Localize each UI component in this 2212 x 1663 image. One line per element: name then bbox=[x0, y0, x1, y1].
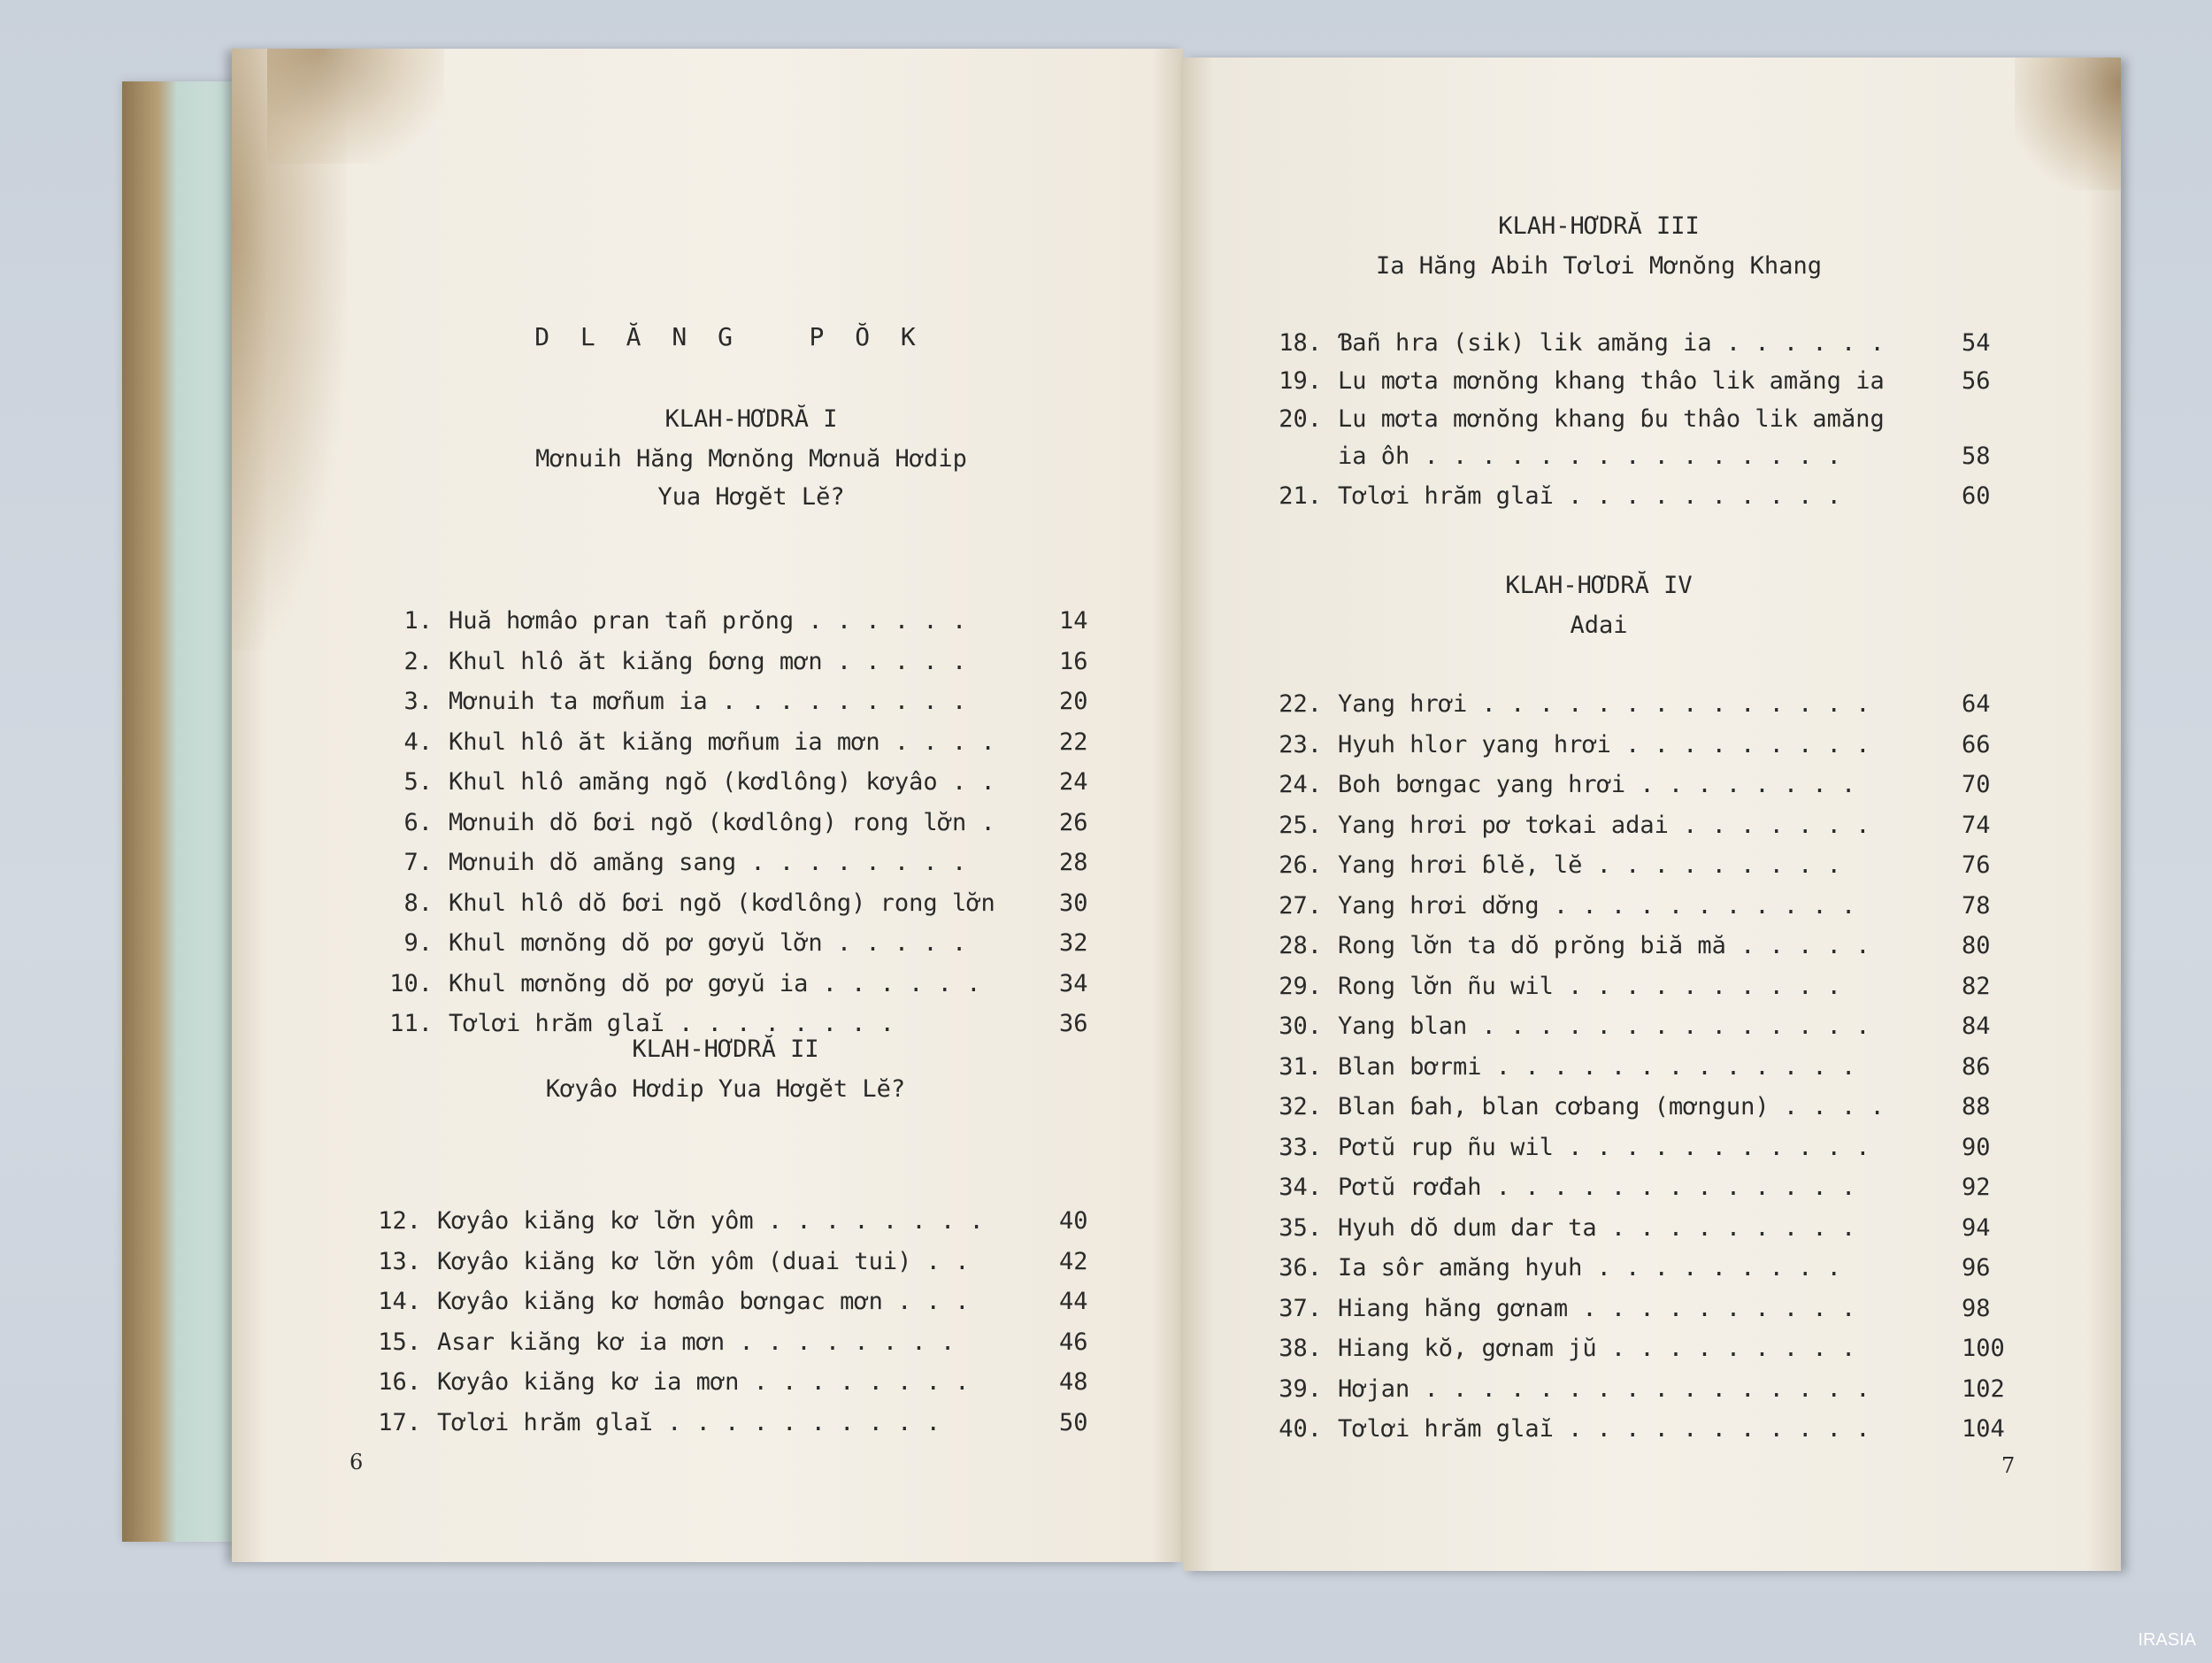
entry-title: Khul mơnŏng dŏ pơ gơyŭ lơ̆n . . . . . bbox=[449, 929, 967, 957]
entry-page-number: 96 bbox=[1962, 1254, 1991, 1282]
entry-page-number: 100 bbox=[1962, 1335, 2005, 1362]
section-title: KLAH-HƠDRĂ IV bbox=[1505, 572, 1693, 599]
entry-page-number: 104 bbox=[1962, 1415, 2005, 1443]
entry-number: 10. bbox=[389, 969, 433, 997]
entry-number: 3. bbox=[403, 688, 433, 715]
toc-entry bbox=[1279, 367, 1991, 395]
entry-title: Huă hơmâo pran tañ prŏng . . . . . . bbox=[449, 607, 967, 635]
entry-title: Tơlơi hrăm glaĭ . . . . . . . . . . bbox=[1338, 482, 1841, 510]
entry-title: Kơyâo kiăng kơ hơmâo bơngac mơn . . . bbox=[437, 1288, 970, 1315]
entry-page-number: 70 bbox=[1962, 771, 1991, 798]
entry-page-number: 94 bbox=[1962, 1213, 1991, 1242]
entry-number: 15. bbox=[378, 1328, 421, 1356]
toc-entry bbox=[1338, 443, 1991, 470]
entry-number: 27. bbox=[1279, 891, 1322, 920]
age-stain bbox=[2015, 58, 2121, 190]
entry-title: Asar kiăng kơ ia mơn . . . . . . . . bbox=[437, 1328, 956, 1356]
entry-title: Tơlơi hrăm glaĭ . . . . . . . . . . bbox=[437, 1408, 941, 1436]
entry-title: Khul hlô ăt kiăng ɓơng mơn . . . . . bbox=[449, 647, 967, 675]
section-title: KLAH-HƠDRĂ I bbox=[664, 405, 838, 433]
toc-entry bbox=[1279, 1213, 1991, 1242]
entry-number: 4. bbox=[403, 728, 433, 756]
entry-page-number: 84 bbox=[1962, 1012, 1991, 1040]
entry-page-number: 82 bbox=[1962, 972, 1991, 1000]
entry-number: 39. bbox=[1279, 1374, 1322, 1403]
toc-entry bbox=[1279, 932, 1991, 959]
entry-number: 6. bbox=[403, 808, 433, 836]
entry-number: 36. bbox=[1279, 1254, 1322, 1282]
entry-page-number: 102 bbox=[1962, 1374, 2005, 1403]
entry-number: 18. bbox=[1279, 329, 1322, 357]
entry-page-number: 80 bbox=[1962, 932, 1991, 959]
entry-number: 26. bbox=[1279, 851, 1322, 879]
section-title: KLAH-HƠDRĂ III bbox=[1498, 212, 1700, 240]
entry-title: Lu mơta mơnŏng khang thâo lik amăng ia bbox=[1338, 367, 1885, 395]
page-number: 6 bbox=[349, 1450, 364, 1474]
entry-number: 11. bbox=[389, 1010, 433, 1037]
entry-number: 1. bbox=[403, 607, 433, 635]
entry-page-number: 78 bbox=[1962, 891, 1991, 920]
entry-page-number: 58 bbox=[1962, 443, 1991, 470]
entry-title: Mơnuih dŏ ɓơi ngŏ (kơdlông) rong lơ̆n . bbox=[449, 808, 995, 836]
toc-entry bbox=[1279, 405, 1885, 433]
toc-entry bbox=[1279, 1052, 1991, 1081]
toc-entry bbox=[403, 607, 1088, 635]
toc-entry bbox=[378, 1328, 1088, 1356]
entry-title: Tơlơi hrăm glaĭ . . . . . . . . bbox=[449, 1010, 895, 1037]
entry-title: Rong lơ̆n ta dŏ prŏng biă mă . . . . . bbox=[1338, 932, 1870, 959]
toc-entry bbox=[1279, 1415, 2005, 1443]
entry-title: Kơyâo kiăng kơ lơ̆n yôm (duai tui) . . bbox=[437, 1247, 970, 1275]
entry-number: 17. bbox=[378, 1408, 421, 1436]
toc-entry bbox=[389, 1010, 1088, 1037]
entry-number: 40. bbox=[1279, 1415, 1322, 1443]
entry-title: Pơtŭ rup ñu wil . . . . . . . . . . . bbox=[1338, 1133, 1870, 1161]
toc-entry bbox=[1279, 811, 1991, 839]
toc-entry bbox=[1279, 329, 1991, 357]
entry-title: Hơjan . . . . . . . . . . . . . . . . bbox=[1338, 1374, 1870, 1403]
toc-entry bbox=[403, 768, 1088, 796]
toc-entry bbox=[403, 728, 1088, 756]
entry-page-number: 28 bbox=[1059, 849, 1088, 876]
entry-page-number: 30 bbox=[1059, 889, 1088, 917]
entry-page-number: 44 bbox=[1059, 1288, 1088, 1315]
entry-title: Yang hrơi dơ̆ng . . . . . . . . . . . bbox=[1338, 891, 1856, 920]
toc-entry bbox=[1279, 1374, 2005, 1403]
entry-title: Khul hlô ăt kiăng mơñum ia mơn . . . . bbox=[449, 728, 995, 756]
entry-page-number: 50 bbox=[1059, 1408, 1088, 1436]
watermark: IRASIA bbox=[2138, 1630, 2196, 1650]
age-stain bbox=[267, 49, 444, 164]
entry-page-number: 36 bbox=[1059, 1010, 1088, 1037]
toc-entry bbox=[1279, 1294, 1991, 1322]
toc-entry bbox=[378, 1368, 1088, 1396]
toc-entry bbox=[378, 1288, 1088, 1315]
entry-page-number: 26 bbox=[1059, 808, 1088, 836]
toc-entry bbox=[389, 969, 1088, 997]
entry-number: 9. bbox=[403, 929, 433, 957]
entry-page-number: 54 bbox=[1962, 329, 1991, 357]
entry-title: Lu mơta mơnŏng khang ɓu thâo lik amăng bbox=[1338, 405, 1885, 433]
entry-title: Hyuh dŏ dum dar ta . . . . . . . . . bbox=[1338, 1213, 1856, 1242]
entry-page-number: 32 bbox=[1059, 929, 1088, 957]
entry-number: 22. bbox=[1279, 690, 1322, 718]
entry-page-number: 74 bbox=[1962, 811, 1991, 839]
entry-number: 14. bbox=[378, 1288, 421, 1315]
entry-page-number: 56 bbox=[1962, 367, 1991, 395]
toc-entry bbox=[1279, 482, 1991, 510]
entry-title: Yang hrơi pơ tơkai adai . . . . . . . bbox=[1338, 811, 1870, 839]
section-subtitle: Adai bbox=[1570, 612, 1628, 639]
entry-page-number: 98 bbox=[1962, 1294, 1991, 1322]
entry-title: Khul hlô dŏ ɓơi ngŏ (kơdlông) rong lơ̆n bbox=[449, 889, 995, 917]
entry-title: Yang hrơi ɓlĕ, lĕ . . . . . . . . . bbox=[1338, 851, 1841, 879]
entry-number: 24. bbox=[1279, 771, 1322, 798]
toc-entry bbox=[1279, 690, 1991, 718]
toc-entry bbox=[1279, 1335, 2005, 1362]
entry-number: 2. bbox=[403, 647, 433, 675]
toc-entry bbox=[378, 1247, 1088, 1275]
entry-title: Khul hlô amăng ngŏ (kơdlông) kơyâo . . bbox=[449, 768, 995, 796]
entry-page-number: 16 bbox=[1059, 647, 1088, 675]
toc-entry bbox=[403, 808, 1088, 836]
right-page bbox=[1183, 58, 2121, 1571]
toc-entry bbox=[403, 688, 1088, 715]
entry-number: 38. bbox=[1279, 1335, 1322, 1362]
entry-title: Mơnuih dŏ amăng sang . . . . . . . . bbox=[449, 849, 967, 876]
entry-title: Rong lơ̆n ñu wil . . . . . . . . . . bbox=[1338, 972, 1841, 1000]
toc-entry bbox=[1279, 851, 1991, 879]
toc-entry bbox=[1279, 1174, 1991, 1201]
entry-number: 33. bbox=[1279, 1133, 1322, 1161]
section-subtitle: Kơyâo Hơdip Yua Hơgĕt Lĕ? bbox=[545, 1075, 906, 1103]
entry-title: Blan bơrmi . . . . . . . . . . . . . bbox=[1338, 1052, 1856, 1081]
toc-entry bbox=[403, 929, 1088, 957]
toc-entry bbox=[1279, 1254, 1991, 1282]
entry-number: 30. bbox=[1279, 1012, 1322, 1040]
entry-page-number: 90 bbox=[1962, 1133, 1991, 1161]
entry-number: 16. bbox=[378, 1368, 421, 1396]
entry-page-number: 76 bbox=[1962, 851, 1991, 879]
entry-title: Ɓañ hra (sik) lik amăng ia . . . . . . bbox=[1338, 329, 1885, 357]
entry-number: 25. bbox=[1279, 811, 1322, 839]
toc-entry bbox=[1279, 730, 1991, 758]
entry-title: Khul mơnŏng dŏ pơ gơyŭ ia . . . . . . bbox=[449, 969, 981, 997]
entry-page-number: 86 bbox=[1962, 1052, 1991, 1081]
entry-title: Boh bơngac yang hrơi . . . . . . . . bbox=[1338, 771, 1856, 798]
entry-page-number: 60 bbox=[1962, 482, 1991, 510]
entry-number: 8. bbox=[403, 889, 433, 917]
section-subtitle: Mơnuih Hăng Mơnŏng Mơnuă Hơdip bbox=[535, 445, 967, 473]
entry-title: Hiang hăng gơnam . . . . . . . . . . bbox=[1338, 1294, 1856, 1322]
left-page bbox=[232, 49, 1183, 1562]
entry-number: 12. bbox=[378, 1207, 421, 1235]
entry-title: Yang hrơi . . . . . . . . . . . . . . bbox=[1338, 690, 1870, 718]
entry-number: 23. bbox=[1279, 730, 1322, 758]
page-number: 7 bbox=[2001, 1453, 2016, 1478]
entry-page-number: 46 bbox=[1059, 1328, 1088, 1356]
entry-number: 29. bbox=[1279, 972, 1322, 1000]
entry-page-number: 66 bbox=[1962, 730, 1991, 758]
entry-title: Ia sôr amăng hyuh . . . . . . . . . bbox=[1338, 1254, 1841, 1282]
entry-number: 28. bbox=[1279, 932, 1322, 959]
toc-entry bbox=[1279, 972, 1991, 1000]
toc-entry bbox=[403, 849, 1088, 876]
entry-number: 13. bbox=[378, 1247, 421, 1275]
entry-page-number: 34 bbox=[1059, 969, 1088, 997]
entry-page-number: 22 bbox=[1059, 728, 1088, 756]
toc-entry bbox=[1279, 771, 1991, 798]
entry-page-number: 14 bbox=[1059, 607, 1088, 635]
entry-number: 21. bbox=[1279, 482, 1322, 510]
section-subtitle: Ia Hăng Abih Tơlơi Mơnŏng Khang bbox=[1376, 252, 1822, 280]
entry-number: 19. bbox=[1279, 367, 1322, 395]
section-subtitle: Yua Hơgĕt Lĕ? bbox=[657, 483, 845, 511]
entry-number: 5. bbox=[403, 768, 433, 796]
entry-title: Kơyâo kiăng kơ lơ̆n yôm . . . . . . . . bbox=[437, 1207, 984, 1235]
entry-title: Mơnuih ta mơñum ia . . . . . . . . . bbox=[449, 688, 967, 715]
entry-page-number: 92 bbox=[1962, 1174, 1991, 1201]
toc-entry bbox=[1279, 1012, 1991, 1040]
entry-page-number: 20 bbox=[1059, 688, 1088, 715]
toc-entry bbox=[403, 647, 1088, 675]
entry-title: ia ôh . . . . . . . . . . . . . . . bbox=[1338, 443, 1841, 470]
toc-entry bbox=[1279, 891, 1991, 920]
section-title: KLAH-HƠDRĂ II bbox=[632, 1036, 819, 1063]
toc-heading: D L Ă N G P Ŏ K bbox=[534, 322, 924, 351]
entry-page-number: 42 bbox=[1059, 1247, 1088, 1275]
entry-number: 7. bbox=[403, 849, 433, 876]
entry-number: 31. bbox=[1279, 1052, 1322, 1081]
entry-number: 34. bbox=[1279, 1174, 1322, 1201]
entry-page-number: 64 bbox=[1962, 690, 1991, 718]
entry-title: Yang blan . . . . . . . . . . . . . . bbox=[1338, 1012, 1870, 1040]
toc-entry bbox=[378, 1408, 1088, 1436]
entry-page-number: 24 bbox=[1059, 768, 1088, 796]
entry-page-number: 40 bbox=[1059, 1207, 1088, 1235]
entry-number: 32. bbox=[1279, 1093, 1322, 1120]
toc-entry bbox=[1279, 1093, 1991, 1120]
toc-entry bbox=[403, 889, 1088, 917]
toc-entry bbox=[378, 1207, 1088, 1235]
entry-number: 35. bbox=[1279, 1213, 1322, 1242]
entry-title: Tơlơi hrăm glaĭ . . . . . . . . . . . bbox=[1338, 1415, 1870, 1443]
entry-title: Hyuh hlor yang hrơi . . . . . . . . . bbox=[1338, 730, 1870, 758]
entry-page-number: 48 bbox=[1059, 1368, 1088, 1396]
entry-title: Hiang kŏ, gơnam jŭ . . . . . . . . . bbox=[1338, 1335, 1856, 1362]
entry-title: Kơyâo kiăng kơ ia mơn . . . . . . . . bbox=[437, 1368, 970, 1396]
entry-number: 37. bbox=[1279, 1294, 1322, 1322]
toc-entry bbox=[1279, 1133, 1991, 1161]
entry-title: Blan ɓah, blan cơbang (mơngun) . . . . bbox=[1338, 1093, 1885, 1120]
entry-page-number: 88 bbox=[1962, 1093, 1991, 1120]
entry-title: Pơtŭ rơđah . . . . . . . . . . . . . bbox=[1338, 1174, 1856, 1201]
entry-number: 20. bbox=[1279, 405, 1322, 433]
